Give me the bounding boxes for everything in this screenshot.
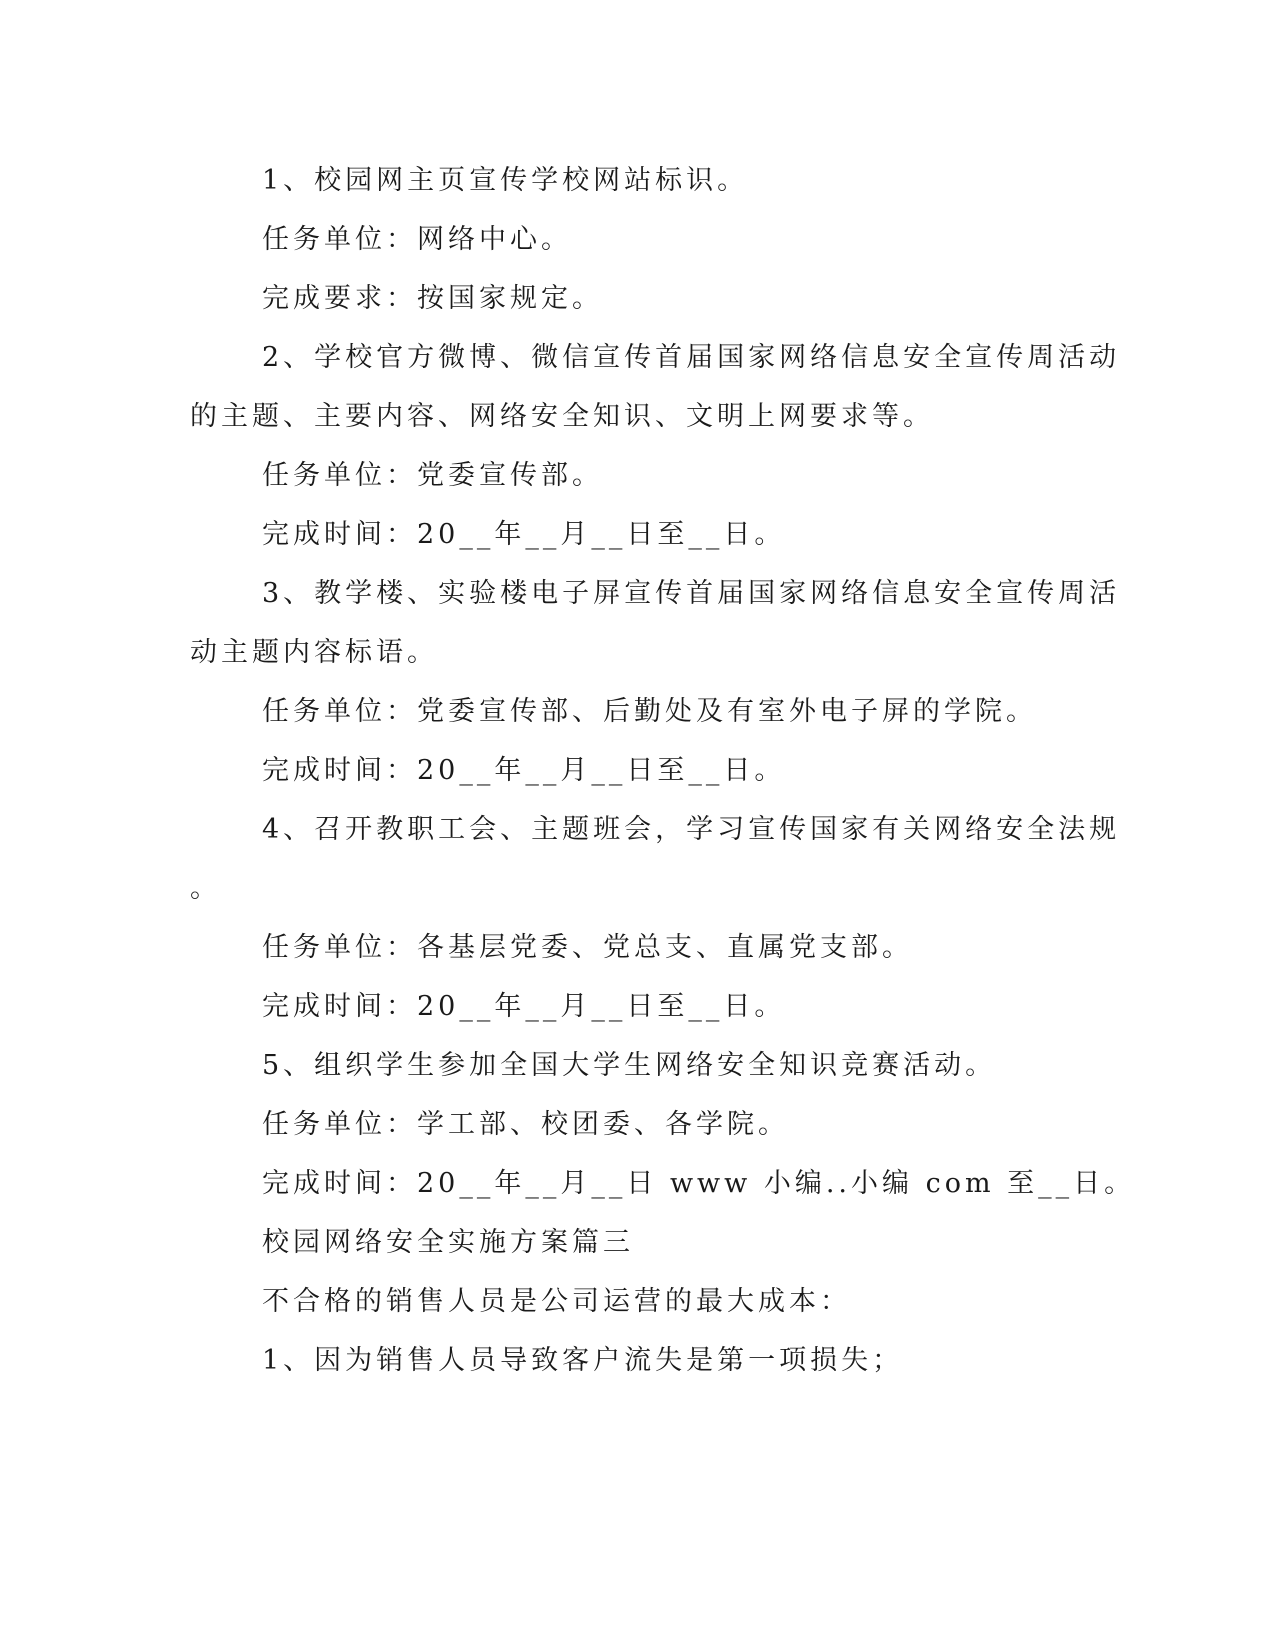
item-5-heading: 5、组织学生参加全国大学生网络安全知识竞赛活动。 [262,1050,997,1081]
item-3-unit: 任务单位：党委宣传部、后勤处及有室外电子屏的学院。 [262,696,1037,727]
item-1-requirement: 完成要求：按国家规定。 [262,283,603,314]
item-3-heading-continued: 动主题内容标语。 [190,637,438,668]
item-2-time: 完成时间：20__年__月__日至__日。 [262,519,786,550]
section-item-1: 1、因为销售人员导致客户流失是第一项损失； [262,1345,904,1376]
item-4-time: 完成时间：20__年__月__日至__日。 [262,991,786,1022]
item-2-heading-continued: 的主题、主要内容、网络安全知识、文明上网要求等。 [190,401,934,432]
section-intro: 不合格的销售人员是公司运营的最大成本： [262,1286,851,1317]
item-3-time: 完成时间：20__年__月__日至__日。 [262,755,786,786]
item-1-heading: 1、校园网主页宣传学校网站标识。 [262,165,749,196]
item-1-unit: 任务单位：网络中心。 [262,224,572,255]
item-4-heading: 4、召开教职工会、主题班会，学习宣传国家有关网络安全法规 [262,814,1121,845]
item-3-heading: 3、教学楼、实验楼电子屏宣传首届国家网络信息安全宣传周活 [262,578,1121,609]
item-4-unit: 任务单位：各基层党委、党总支、直属党支部。 [262,932,913,963]
item-5-unit: 任务单位：学工部、校团委、各学院。 [262,1109,789,1140]
section-title: 校园网络安全实施方案篇三 [262,1227,634,1258]
item-5-time: 完成时间：20__年__月__日 www 小编..小编 com 至__日。 [262,1168,1136,1199]
item-4-heading-continued: 。 [190,873,221,904]
item-2-heading: 2、学校官方微博、微信宣传首届国家网络信息安全宣传周活动 [262,342,1121,373]
item-2-unit: 任务单位：党委宣传部。 [262,460,603,491]
